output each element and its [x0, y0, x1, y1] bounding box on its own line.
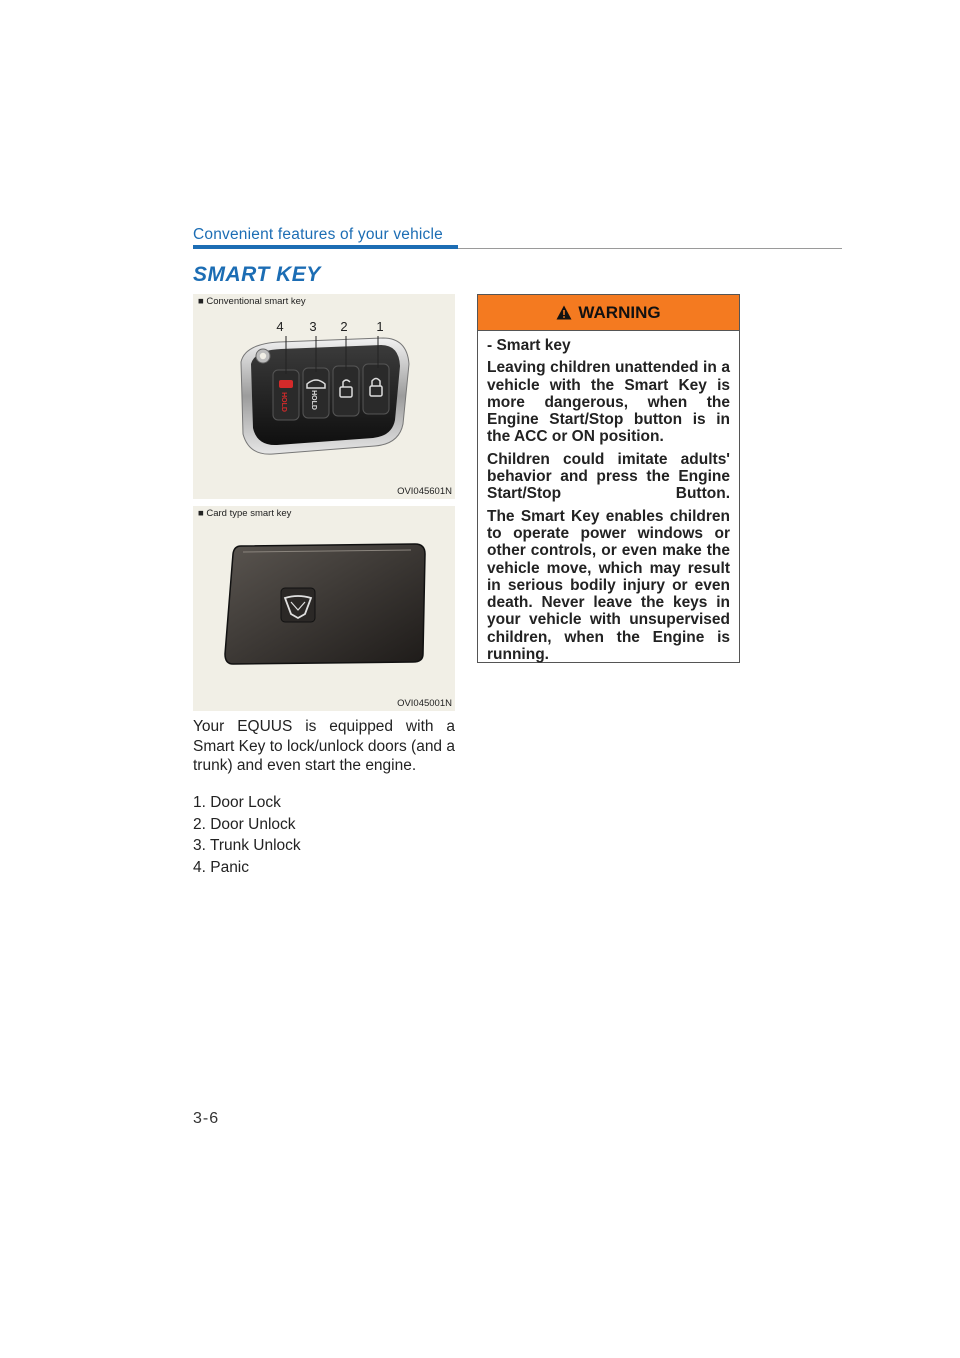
figure-card-smart-key: [193, 506, 455, 711]
list-item: 3. Trunk Unlock: [193, 837, 301, 854]
warning-heading: - Smart key: [487, 337, 571, 354]
button-function-list: [193, 792, 301, 878]
svg-text:HOLD: HOLD: [280, 392, 287, 412]
callout-4: 4: [276, 319, 284, 334]
callout-1: 1: [376, 319, 384, 334]
callout-2: 2: [340, 319, 348, 334]
header-rule-thin: [458, 248, 842, 249]
warning-paragraph: Children could imitate adults' behavior and press the Engine Start/Stop Button.: [487, 450, 730, 503]
card-key-illustration: [193, 506, 455, 711]
emblem-icon: [281, 588, 315, 622]
figure-code: OVI045001N: [397, 698, 452, 709]
warning-paragraph: Leaving children unattended in a vehicle with the Smart Key is more dangerous, when the Engine Start/Stop button is in the ACC or ON position.: [487, 359, 730, 446]
svg-text:HOLD: HOLD: [310, 390, 317, 410]
figure-caption: ■ Conventional smart key: [198, 296, 306, 307]
list-item: 4. Panic: [193, 858, 250, 876]
section-header: Convenient features of your vehicle: [193, 226, 443, 243]
figure-conventional-smart-key: [193, 294, 455, 499]
page-title: SMART KEY: [193, 263, 321, 286]
page-number: 3-6: [193, 1110, 220, 1127]
figure-caption: ■ Card type smart key: [198, 508, 292, 519]
smart-key-illustration: [193, 294, 455, 499]
list-item: 2. Door Unlock: [193, 815, 296, 833]
intro-paragraph: Your EQUUS is equipped with a Smart Key to lock/unlock doors (and a trunk) and even start the engine.: [193, 718, 455, 774]
warning-title: WARNING: [578, 302, 661, 322]
warning-triangle-icon: [556, 305, 572, 320]
warning-header: [478, 295, 739, 331]
warning-body: [478, 331, 739, 663]
header-rule: [193, 245, 458, 249]
callout-3: 3: [309, 319, 317, 334]
figure-code: OVI045601N: [397, 486, 452, 497]
warning-box: [477, 294, 740, 663]
warning-paragraph: The Smart Key enables children to operate power windows or other controls, or even make the vehicle move, which may result in serious bodily injury or even death. Never leave the keys in your vehicle with unsupervised children, when the Engine is running.: [487, 507, 730, 664]
list-item: 1. Door Lock: [193, 794, 281, 811]
